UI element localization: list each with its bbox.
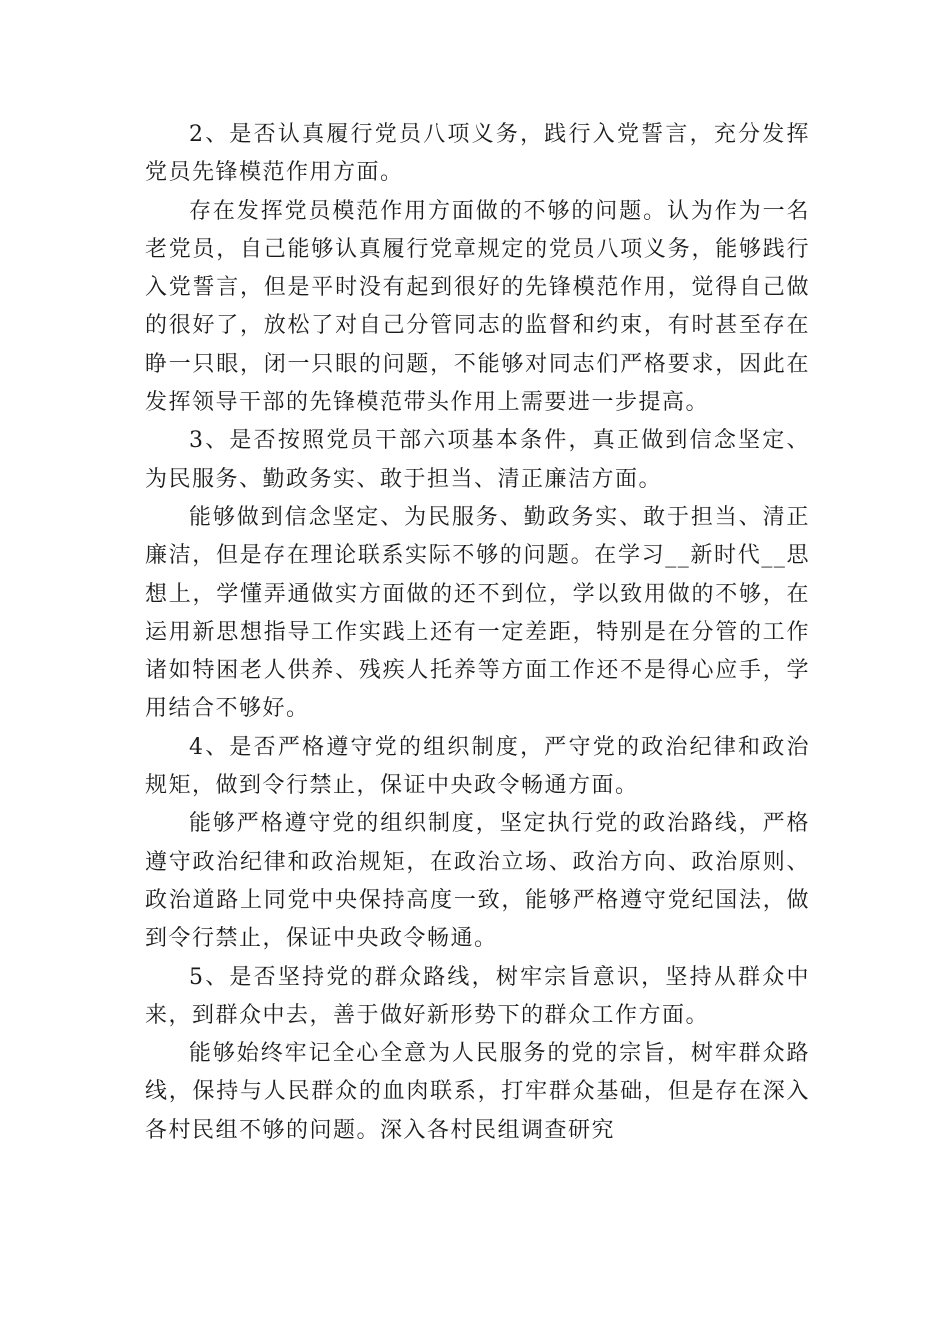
paragraph-item-3-heading: 3、是否按照党员干部六项基本条件，真正做到信念坚定、为民服务、勤政务实、敢于担当、清正廉洁方面。 (145, 428, 810, 492)
paragraph-item-5-response: 能够始终牢记全心全意为人民服务的党的宗旨，树牢群众路线，保持与人民群众的血肉联系，打牢群众基础，但是存在深入各村民组不够的问题。深入各村民组调查研究 (145, 1041, 810, 1143)
paragraph-item-4-response: 能够严格遵守党的组织制度，坚定执行党的政治路线，严格遵守政治纪律和政治规矩，在政治立场、政治方向、政治原则、政治道路上同党中央保持高度一致，能够严格遵守党纪国法，做到令行禁止，保证中央政令畅通。 (145, 811, 810, 952)
paragraph-item-4-heading: 4、是否严格遵守党的组织制度，严守党的政治纪律和政治规矩，做到令行禁止，保证中央政令畅通方面。 (145, 734, 810, 799)
paragraph-item-2-heading: 2、是否认真履行党员八项义务，践行入党誓言，充分发挥党员先锋模范作用方面。 (145, 122, 810, 186)
paragraph-item-5-heading: 5、是否坚持党的群众路线，树牢宗旨意识，坚持从群众中来，到群众中去，善于做好新形势下的群众工作方面。 (145, 964, 810, 1028)
paragraph-item-2-response: 存在发挥党员模范作用方面做的不够的问题。认为作为一名老党员，自己能够认真履行党章规定的党员八项义务，能够践行入党誓言，但是平时没有起到很好的先锋模范作用，觉得自己做的很好了，放松了对自己分管同志的监督和约束，有时甚至存在睁一只眼，闭一只眼的问题，不能够对同志们严格要求，因此在发挥领导干部的先锋模范带头作用上需要进一步提高。 (145, 198, 810, 416)
document-body (145, 116, 810, 1150)
paragraph-item-3-response: 能够做到信念坚定、为民服务、勤政务实、敢于担当、清正廉洁，但是存在理论联系实际不够的问题。在学习__新时代__思想上，学懂弄通做实方面做的还不到位，学以致用做的不够，在运用新思想指导工作实践上还有一定差距，特别是在分管的工作诸如特困老人供养、残疾人托养等方面工作还不是得心应手，学用结合不够好。 (145, 504, 810, 722)
